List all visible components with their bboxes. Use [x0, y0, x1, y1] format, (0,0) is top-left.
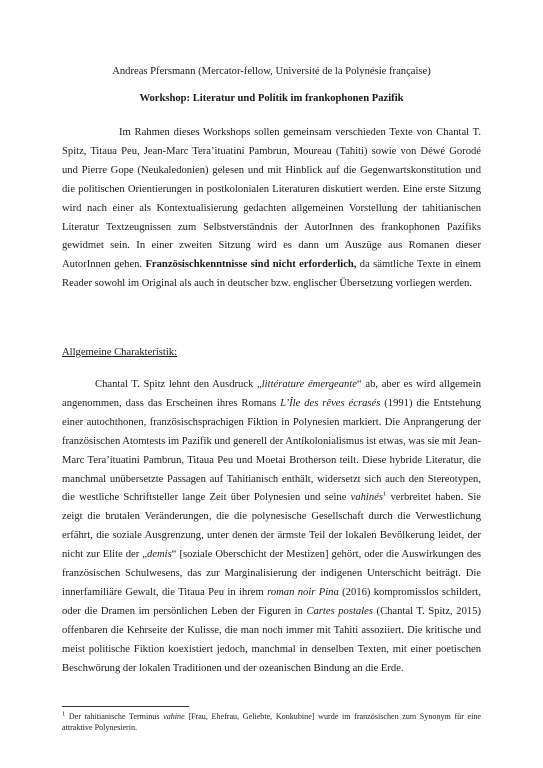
footnote-text-2: [Frau, Ehefrau, Geliebte, Konkubine] wurde im französischen zum Synonym für eine attraktive Polynesierin. — [62, 712, 482, 732]
footnote-italic: vahine — [163, 712, 185, 721]
footnote-reference[interactable]: 1 — [383, 490, 387, 498]
author-line: Andreas Pfersmann (Mercator-fellow, Université de la Polynésie française) — [112, 66, 431, 77]
footnote-text-1: Der tahitianische Terminus — [65, 712, 164, 721]
footnote — [62, 711, 481, 733]
body-italic-3: vahinés — [350, 492, 384, 504]
body-italic-4: demis — [147, 549, 172, 561]
body-italic-6: Cartes postales — [306, 605, 373, 617]
body-italic-5: roman noir Pina — [267, 586, 339, 598]
intro-text-end: da sämtliche Texte in einem Reader sowohl im Original als auch in deutscher bzw. englischer Übersetzung vorliegen werden. — [62, 259, 482, 290]
body-italic-2: L’Île des rêves écrasés — [280, 397, 381, 409]
body-text-7: (Chantal T. Spitz, 2015) offenbaren die Kehrseite der Kulisse, die man noch immer mit Tahiti assoziiert. Die kritische und meist politische Fiktion koexistiert jedoch, manchmal in denselben Texten, mit einer poetischen Beschwörung der lokalen Traditionen und der ozeanischen Bindung an die Erde. — [62, 605, 481, 674]
footnote-mark: 1 — [62, 710, 66, 718]
body-text-2: “ ab, aber es wird allgemein angenommen, dass das Erscheinen ihres Romans — [62, 379, 481, 409]
body-text-4: verbreitet haben. Sie zeigt die brutalen Veränderungen, die die polynesische Gesellschaft durch die Verwestlichung erfährt, die soziale Ausgrenzung, unter denen der ärmste Teil der lokalen Bevölkerung leidet, der nicht zur Elite der „ — [62, 492, 481, 561]
body-paragraph — [62, 376, 481, 679]
body-text-1: Chantal T. Spitz lehnt den Ausdruck „ — [95, 379, 262, 390]
footnote-divider — [62, 706, 189, 707]
intro-bold-text: Französischkenntnisse sind nicht erforderlich, — [145, 259, 357, 271]
body-italic-1: littérature émergeante — [261, 379, 358, 390]
body-text-6: (2016) kompromisslos schildert, oder die Dramen im persönlichen Leben der Figuren in — [62, 586, 481, 617]
body-text-3: (1991) die Entstehung einer autochthonen, französischsprachigen Fiktion in Polynesien markiert. Die Anprangerung der französischen Atomtests im Pazifik und generell der Antikolonialismus ist etwas, was sie mit Jean-Marc Tera’ituatini Pambrun, Titaua Peu und Moetai Brotherson teilt. Diese hybride Literatur, die manchmal unübersetzte Passagen auf Tahitianisch enthält, widersetzt sich auch den Stereotypen, die westliche Schriftsteller lange Zeit über Polynesien und seine — [62, 397, 481, 504]
section-heading: Allgemeine Charakteristik: — [62, 347, 178, 358]
intro-text: Im Rahmen dieses Workshops sollen gemeinsam verschieden Texte von Chantal T. Spitz, Titaua Peu, Jean-Marc Tera’ituatini Pambrun, Moureau (Tahiti) sowie von Déwé Gorodé und Pierre Gope (Neukaledonien) gelesen und mit Hinblick auf die Gegenwartskonstitution und die politischen Orientierungen in postkolonialen Literaturen diskutiert werden. Eine erste Sitzung wird nach einer als Kontextualisierung gedachten allgemeinen Vorstellung der tahitianischen Literatur Textzeugnissen zum Selbstverständnis der AutorInnen des frankophonen Pazifiks gewidmet sein. In einer zweiten Sitzung wird es dann um Auszüge aus Romanen dieser AutorInnen gehen. — [62, 127, 481, 271]
body-text-5: “ [soziale Oberschicht der Mestizen] gehört, oder die Auswirkungen des französischen Schulwesens, das zur Marginalisierung der indigenen Unterschicht beiträgt. Die innerfamiliäre Gewalt, die Titaua Peu in ihrem — [62, 549, 481, 598]
intro-paragraph — [62, 124, 481, 294]
document-title: Workshop: Literatur und Politik im frankophonen Pazifik — [139, 93, 404, 104]
